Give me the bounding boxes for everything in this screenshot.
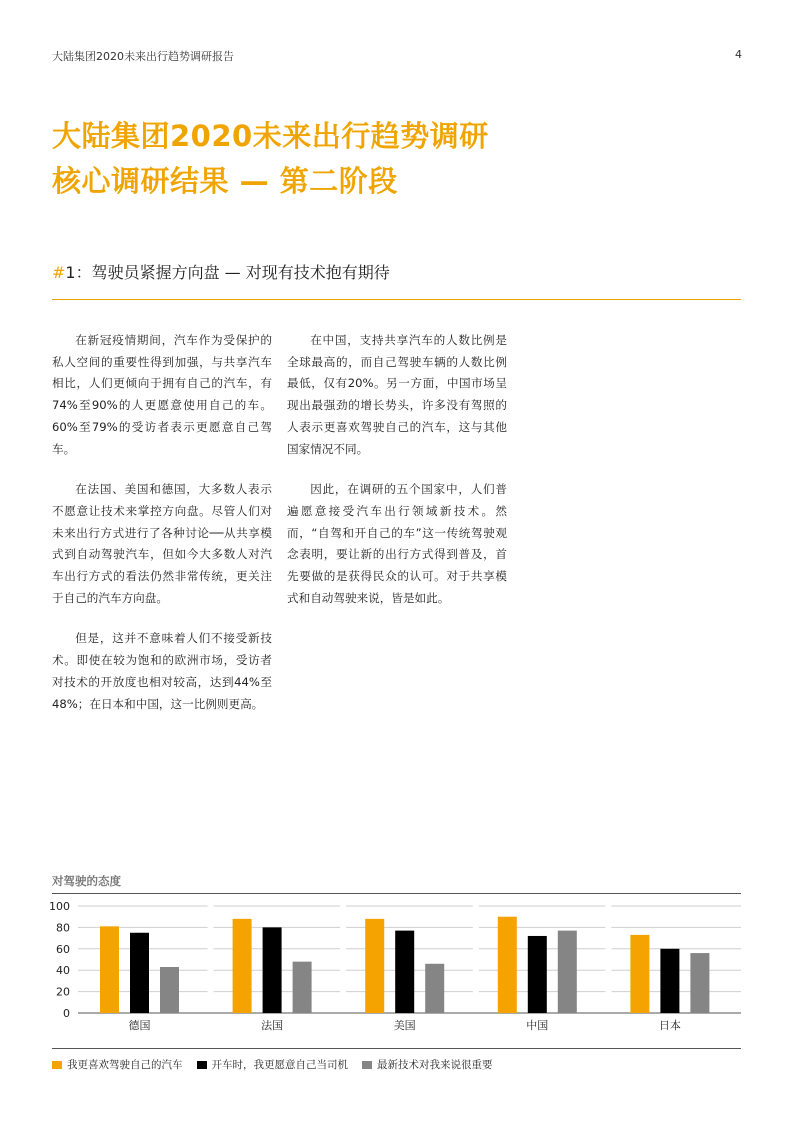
page-title-line-2: 核心调研结果 — 第二阶段 [52,164,398,198]
legend-swatch-gray [362,1061,372,1069]
y-tick-label: 20 [56,985,70,999]
y-tick-label: 40 [56,964,70,978]
bar [528,936,547,1013]
page-title-line-1: 大陆集团2020未来出行趋势调研 [52,119,489,153]
group-separator [208,904,214,1012]
paragraph: 在法国、美国和德国，大多数人表示不愿意让技术来掌控方向盘。尽管人们对未来出行方式进行了各种讨论──从共享模式到自动驾驶汽车，但如今大多数人对汽车出行方式的看法仍然非常传统，更关注于自己的汽车方向盘。 [52,482,272,605]
bar [690,953,709,1013]
report-header-title: 大陆集团2020未来出行趋势调研报告 [52,50,234,63]
x-tick-label: 德国 [128,1019,151,1032]
legend-swatch-black [197,1061,207,1069]
legend-item [52,1057,183,1072]
page-title [52,114,489,204]
bar-chart [0,895,793,1032]
x-tick-label: 中国 [526,1019,549,1032]
bar [263,927,282,1013]
right-column [287,330,507,628]
legend-item [197,1057,349,1072]
bar [233,919,252,1013]
legend-label: 我更喜欢驾驶自己的汽车 [67,1059,183,1071]
paragraph: 但是，这并不意味着人们不接受新技术。即使在较为饱和的欧洲市场，受访者对技术的开放度也相对较高，达到44%至48%；在日本和中国，这一比例则更高。 [52,631,272,711]
bar [365,919,384,1013]
legend-label: 开车时，我更愿意自己当司机 [211,1059,348,1071]
x-tick-label: 美国 [393,1019,416,1032]
y-tick-label: 0 [63,1007,70,1020]
group-separator [340,904,346,1012]
bar [130,933,149,1013]
section-heading-text: 1：驾驶员紧握方向盘 — 对现有技术抱有期待 [65,263,390,282]
chart-title: 对驾驶的态度 [52,874,121,888]
bar [558,931,577,1013]
legend-top-rule [52,1048,741,1049]
group-separator [473,904,479,1012]
page-number: 4 [735,48,742,61]
paragraph: 在中国，支持共享汽车的人数比例是全球最高的，而自己驾驶车辆的人数比例最低，仅有20%。另一方面，中国市场呈现出最强劲的增长势头，许多没有驾照的人表示更喜欢驾驶自己的汽车，这与其他国家情况不同。 [287,333,507,456]
bar [498,917,517,1013]
group-separator [605,904,611,1012]
chart-legend [52,1057,493,1072]
x-tick-label: 法国 [261,1019,284,1032]
bar [100,926,119,1013]
bar [160,967,179,1013]
bar [630,935,649,1013]
x-tick-label: 日本 [658,1019,681,1032]
bar [395,931,414,1013]
chart-top-rule [52,893,741,894]
paragraph: 在新冠疫情期间，汽车作为受保护的私人空间的重要性得到加强，与共享汽车相比，人们更倾向于拥有自己的汽车，有74%至90%的人更愿意使用自己的车。60%至79%的受访者表示更愿意自己驾车。 [52,333,272,456]
left-column [52,330,272,734]
bar [425,964,444,1013]
bar [660,949,679,1013]
legend-label: 最新技术对我来说很重要 [377,1059,493,1071]
y-tick-label: 60 [56,942,70,956]
legend-swatch-orange [52,1061,62,1069]
y-tick-label: 100 [49,900,70,913]
section-heading [52,260,390,283]
paragraph: 因此，在调研的五个国家中，人们普遍愿意接受汽车出行领域新技术。然而，“自驾和开自己的车”这一传统驾驶观念表明，要让新的出行方式得到普及，首先要做的是获得民众的认可。对于共享模式和自动驾驶来说，皆是如此。 [287,482,507,605]
section-hash: # [52,263,66,282]
y-tick-label: 80 [56,921,70,935]
bar [293,962,312,1013]
section-divider [52,299,741,300]
legend-item [362,1057,493,1072]
